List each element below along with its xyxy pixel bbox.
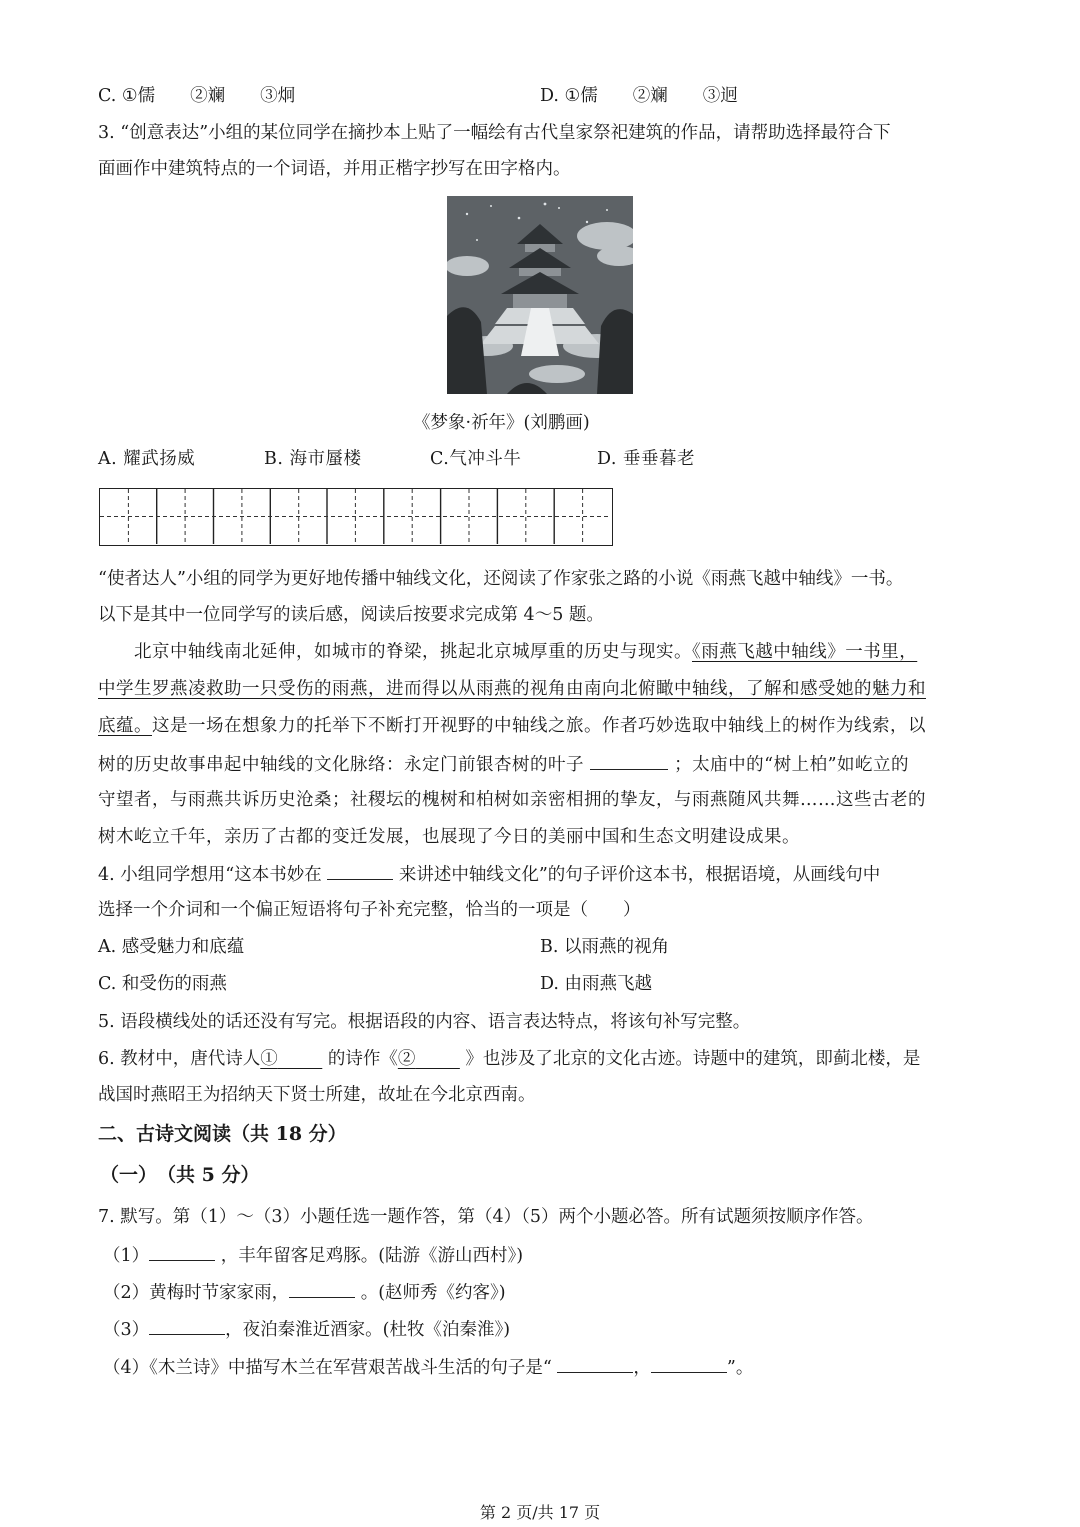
q7-blank-2[interactable] bbox=[289, 1279, 355, 1298]
q3-option-d: D. 垂垂暮老 bbox=[597, 449, 696, 469]
passage-line1 bbox=[134, 640, 917, 664]
q7-item-4 bbox=[103, 1354, 753, 1380]
q4-option-b: B. 以雨燕的视角 bbox=[540, 937, 669, 957]
q4-blank[interactable] bbox=[327, 861, 393, 880]
passage-line2-underlined: 中学生罗燕凌救助一只受伤的雨燕，进而得以从雨燕的视角由南向北俯瞰中轴线，了解和感受她的魅力和 bbox=[98, 679, 926, 699]
q6-marker-2: ② bbox=[397, 1049, 416, 1069]
q7-item-1-a: （1） bbox=[103, 1246, 150, 1266]
passage-line4-b: ；太庙中的“树上柏”如屹立的 bbox=[668, 755, 910, 775]
q3-option-b: B. 海市蜃楼 bbox=[264, 449, 362, 469]
painting-caption: 《梦象·祈年》(刘鹏画) bbox=[413, 413, 590, 433]
q4-stem-line2: 选择一个介词和一个偏正短语将句子补充完整，恰当的一项是（ ） bbox=[98, 900, 641, 920]
q6-marker-1: ① bbox=[260, 1049, 278, 1069]
q6-blank-1[interactable] bbox=[260, 1049, 322, 1069]
page-number: 第 2 页/共 17 页 bbox=[479, 1503, 601, 1522]
q6-stem-line1 bbox=[98, 1047, 920, 1071]
passage-blank[interactable] bbox=[590, 751, 668, 770]
q3-option-c: C.气冲斗牛 bbox=[430, 449, 522, 469]
q7-item-3 bbox=[103, 1316, 510, 1342]
passage-line4 bbox=[98, 751, 909, 777]
q7-item-3-b: ，夜泊秦淮近酒家。(杜牧《泊秦淮》) bbox=[225, 1320, 511, 1340]
q4-stem-b: 来讲述中轴线文化”的句子评价这本书，根据语境，从画线句中 bbox=[393, 865, 881, 885]
painting-image bbox=[447, 196, 633, 394]
q7-item-1 bbox=[103, 1242, 523, 1268]
q5-stem: 5. 语段横线处的话还没有写完。根据语段的内容、语言表达特点，将该句补写完整。 bbox=[98, 1012, 751, 1032]
q6-stem-a: 6. 教材中，唐代诗人 bbox=[98, 1049, 261, 1069]
passage-line3 bbox=[98, 714, 926, 738]
q7-item-2-b: 。(赵师秀《约客》) bbox=[355, 1283, 506, 1303]
q7-item-1-b: ，丰年留客足鸡豚。(陆游《游山西村》) bbox=[215, 1246, 524, 1266]
q3-option-a: A. 耀武扬威 bbox=[98, 449, 196, 469]
q6-blank-2[interactable] bbox=[398, 1049, 460, 1069]
passage-line1-plain: 北京中轴线南北延伸，如城市的脊梁，挑起北京城厚重的历史与现实。 bbox=[134, 642, 692, 662]
passage-line1-underlined: 《雨燕飞越中轴线》一书里， bbox=[692, 642, 918, 662]
tianzige-grid[interactable] bbox=[99, 488, 613, 546]
q2-option-c: C. ①儒 ②斓 ③炯 bbox=[98, 86, 296, 106]
q6-stem-line2: 战国时燕昭王为招纳天下贤士所建，故址在今北京西南。 bbox=[98, 1085, 536, 1105]
q7-item-4-b: ， bbox=[633, 1358, 651, 1378]
q6-stem-c: 》也涉及了北京的文化古迹。诗题中的建筑，即蓟北楼，是 bbox=[459, 1049, 921, 1069]
q7-blank-1[interactable] bbox=[149, 1242, 215, 1261]
q7-blank-4a[interactable] bbox=[557, 1354, 633, 1373]
q7-item-4-a: （4）《木兰诗》中描写木兰在军营艰苦战斗生活的句子是“ bbox=[103, 1358, 558, 1378]
q4-option-d: D. 由雨燕飞越 bbox=[540, 974, 653, 994]
passage-line3-plain: 这是一场在想象力的托举下不断打开视野的中轴线之旅。作者巧妙选取中轴线上的树作为线索，以 bbox=[152, 716, 926, 736]
tianzige-lines bbox=[100, 489, 611, 544]
q3-stem-line1: 3. “创意表达”小组的某位同学在摘抄本上贴了一幅绘有古代皇家祭祀建筑的作品，请帮助选择最符合下 bbox=[98, 123, 891, 143]
q7-item-3-a: （3） bbox=[103, 1320, 150, 1340]
q6-stem-b: 的诗作《 bbox=[322, 1049, 398, 1069]
passage-line6: 树木屹立千年，亲历了古都的变迁发展，也展现了今日的美丽中国和生态文明建设成果。 bbox=[98, 827, 800, 847]
q7-blank-4b[interactable] bbox=[651, 1354, 727, 1373]
q7-item-4-c: ”。 bbox=[726, 1358, 754, 1378]
q4-option-c: C. 和受伤的雨燕 bbox=[98, 974, 227, 994]
q7-intro: 7. 默写。第（1）～（3）小题任选一题作答，第（4）（5）两个小题必答。所有试题须按顺序作答。 bbox=[98, 1207, 874, 1227]
intro-line2: 以下是其中一位同学写的读后感，阅读后按要求完成第 4～5 题。 bbox=[98, 605, 604, 625]
subsection-heading: （一） （共 5 分） bbox=[100, 1164, 260, 1186]
intro-line1: “使者达人”小组的同学为更好地传播中轴线文化，还阅读了作家张之路的小说《雨燕飞越中轴线》一书。 bbox=[98, 569, 904, 589]
q2-option-d: D. ①儒 ②斓 ③迥 bbox=[540, 86, 738, 106]
section-heading: 二、古诗文阅读（共 18 分） bbox=[98, 1123, 347, 1145]
q4-option-a: A. 感受魅力和底蕴 bbox=[98, 937, 245, 957]
q7-item-2 bbox=[103, 1279, 506, 1305]
q7-item-2-a: （2）黄梅时节家家雨， bbox=[103, 1283, 290, 1303]
passage-line3-underlined: 底蕴。 bbox=[98, 716, 152, 736]
q3-stem-line2: 面画作中建筑特点的一个词语，并用正楷字抄写在田字格内。 bbox=[98, 159, 571, 179]
painting-temple-of-heaven bbox=[447, 196, 633, 394]
q4-stem-line1 bbox=[98, 861, 880, 887]
passage-line5: 守望者，与雨燕共诉历史沧桑；社稷坛的槐树和柏树如亲密相拥的挚友，与雨燕随风共舞……这些古老的 bbox=[98, 790, 926, 810]
q7-blank-3[interactable] bbox=[149, 1316, 225, 1335]
q4-stem-a: 4. 小组同学想用“这本书妙在 bbox=[98, 865, 328, 885]
passage-line4-a: 树的历史故事串起中轴线的文化脉络：永定门前银杏树的叶子 bbox=[98, 755, 591, 775]
